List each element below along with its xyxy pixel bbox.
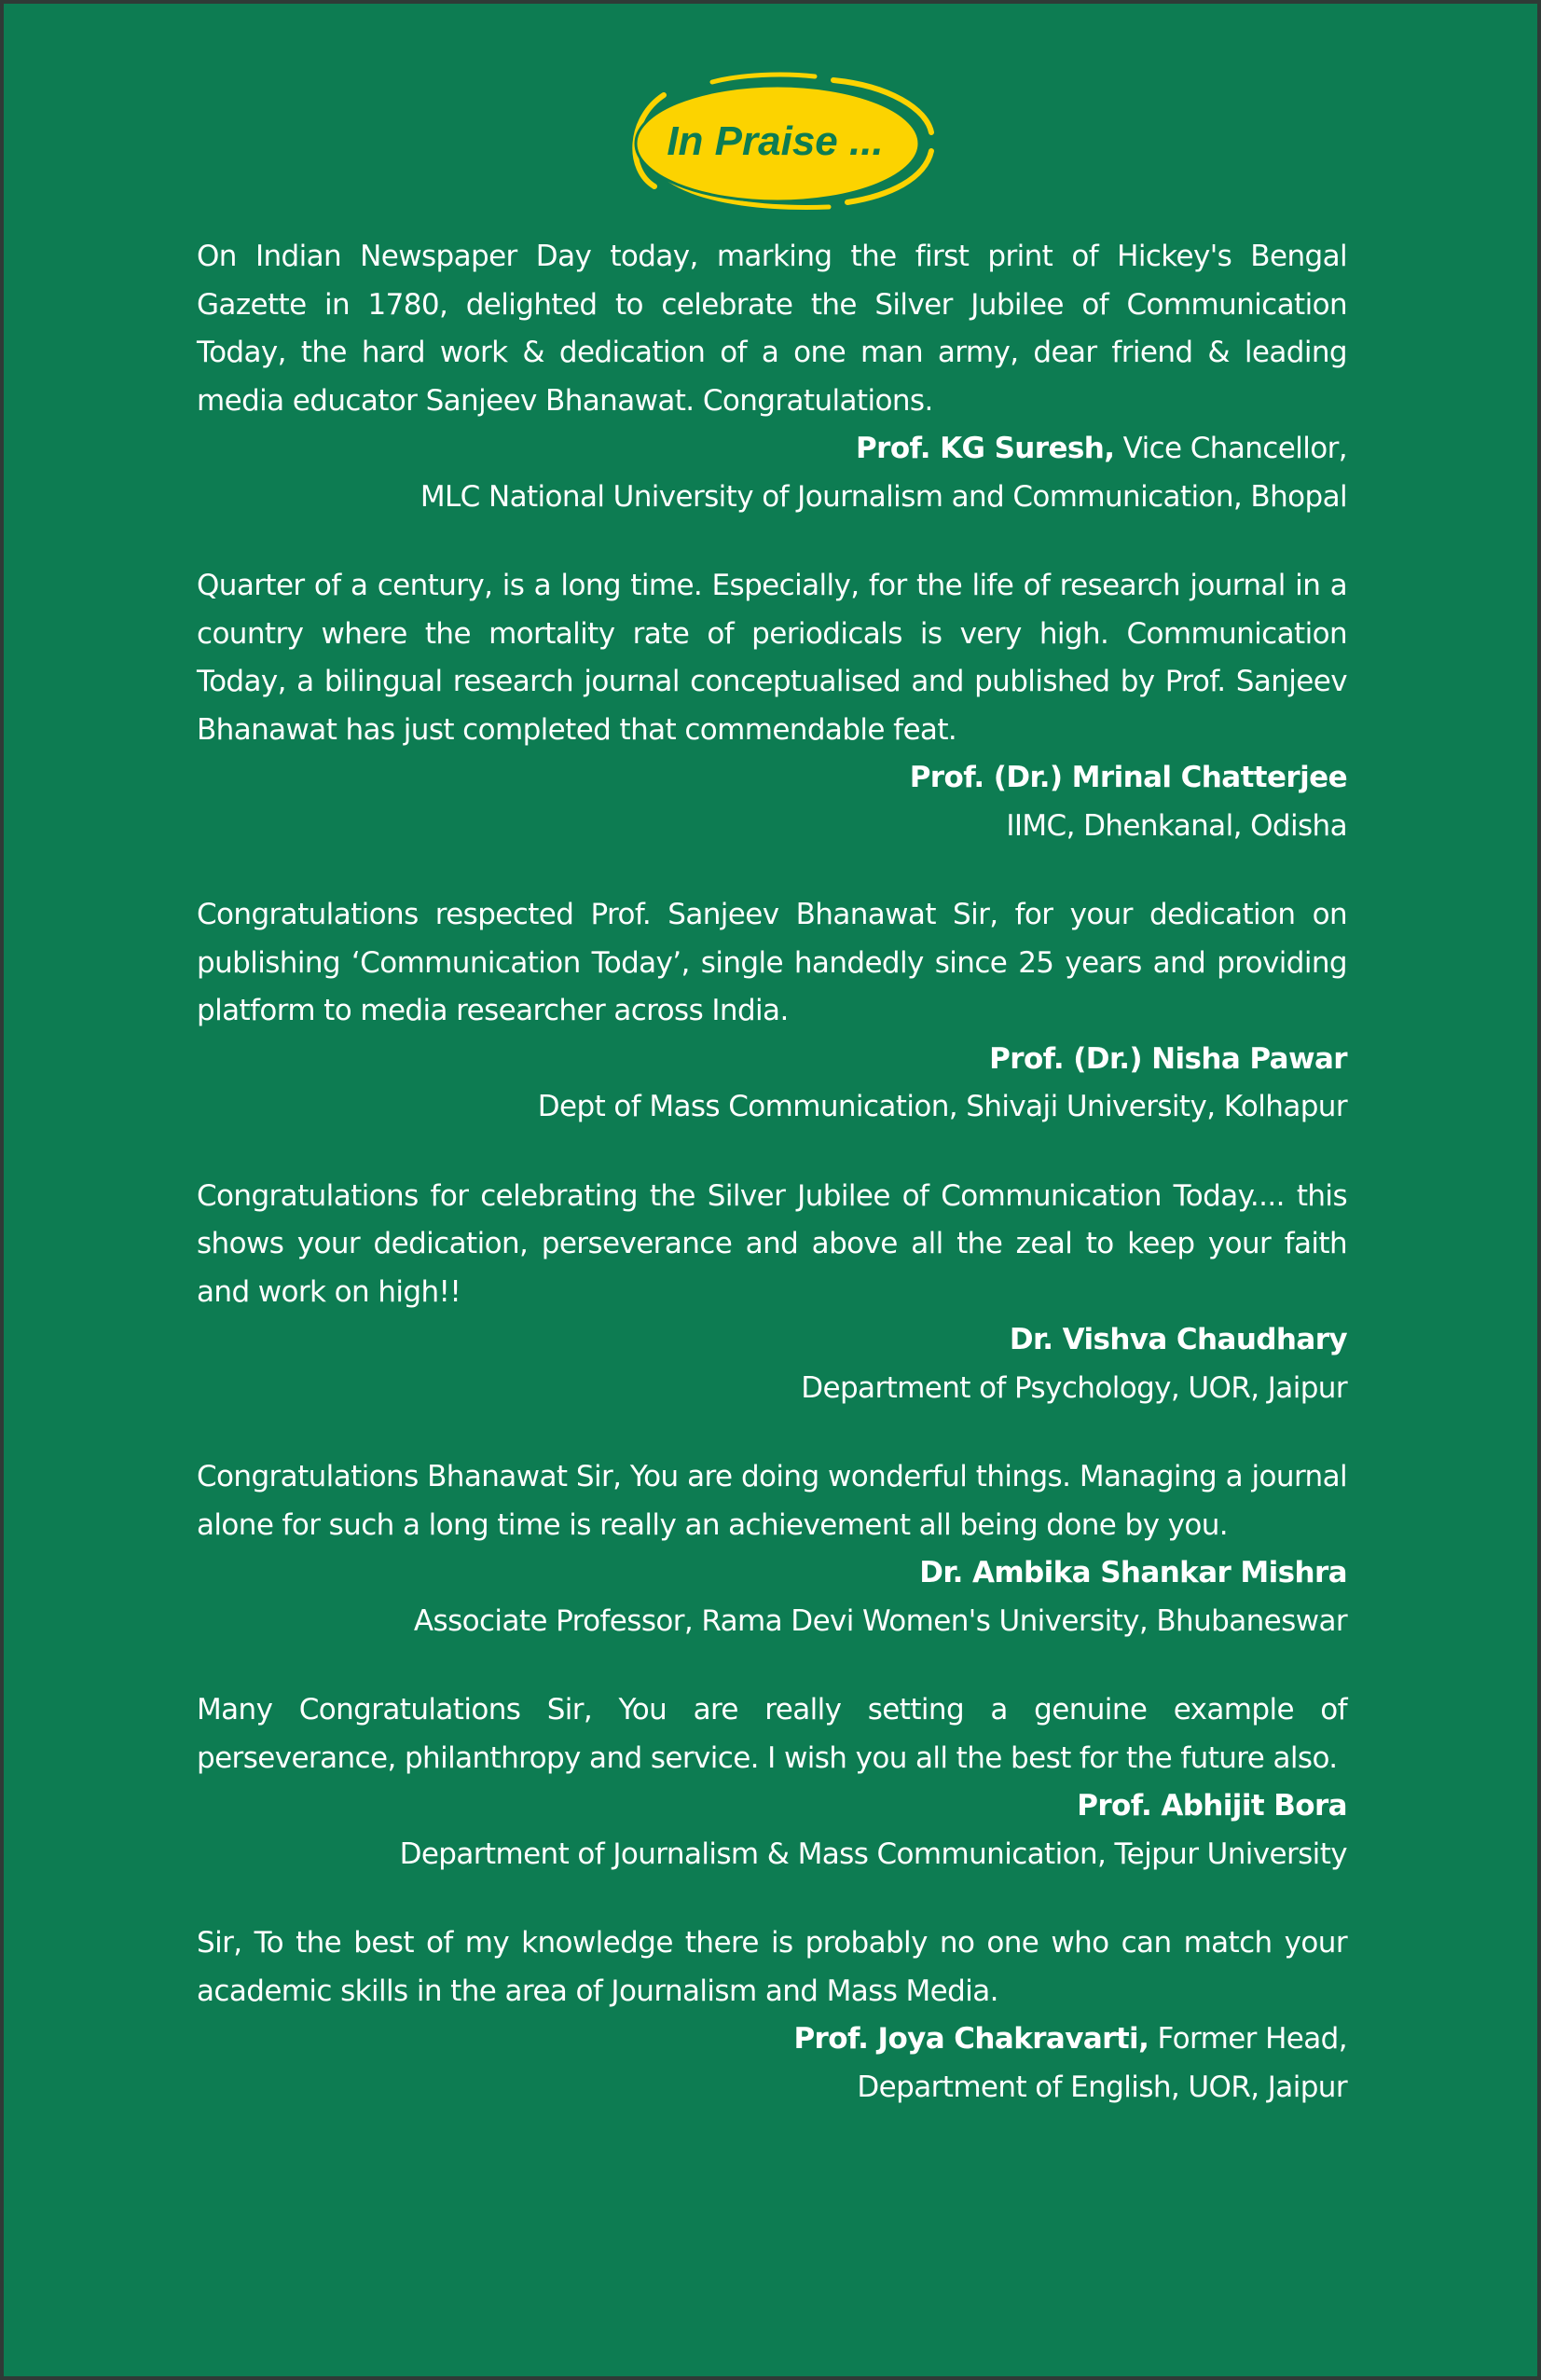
testimonials-list — [197, 233, 1347, 2153]
author-affiliation: Department of Psychology, UOR, Jaipur — [801, 1370, 1347, 1405]
testimonial — [197, 891, 1347, 1132]
author-name: Dr. Vishva Chaudhary — [1009, 1323, 1347, 1356]
author-name: Dr. Ambika Shankar Mishra — [919, 1556, 1347, 1589]
testimonial-quote: Congratulations for celebrating the Silver Jubilee of Communication Today.... this shows your dedication, perseverance and above all the zeal to keep your faith and work on high!! — [197, 1178, 1347, 1309]
author-title: Former Head, — [1149, 2022, 1347, 2056]
testimonial-quote: Congratulations respected Prof. Sanjeev Bhanawat Sir, for your dedication on publishing ‘Communication Today’, single handedly since 25 years and providing platform to media researcher across India. — [197, 898, 1347, 1027]
author-affiliation: MLC National University of Journalism and Communication, Bhopal — [420, 479, 1347, 514]
testimonial-signature — [197, 1036, 1347, 1084]
testimonial — [197, 1453, 1347, 1645]
testimonial-signature — [197, 1782, 1347, 1831]
testimonial — [197, 233, 1347, 521]
author-affiliation: Dept of Mass Communication, Shivaji University, Kolhapur — [537, 1090, 1347, 1123]
praise-page — [4, 4, 1537, 2376]
author-name: Prof. (Dr.) Mrinal Chatterjee — [909, 761, 1347, 794]
testimonial — [197, 562, 1347, 850]
testimonial-signature — [197, 425, 1347, 474]
author-affiliation: IIMC, Dhenkanal, Odisha — [1006, 808, 1347, 843]
author-title: Vice Chancellor, — [1114, 432, 1347, 465]
author-affiliation: Department of English, UOR, Jaipur — [857, 2070, 1347, 2104]
testimonial-signature — [197, 754, 1347, 803]
title-badge — [610, 67, 941, 212]
testimonial — [197, 1686, 1347, 1878]
author-name: Prof. (Dr.) Nisha Pawar — [989, 1041, 1347, 1076]
testimonial-quote: Congratulations Bhanawat Sir, You are doing wonderful things. Managing a journal alone for such a long time is really an achievement all being done by you. — [197, 1460, 1347, 1542]
author-affiliation: Associate Professor, Rama Devi Women's University, Bhubaneswar — [413, 1603, 1347, 1638]
page-title: In Praise ... — [667, 117, 884, 164]
testimonial-quote: Quarter of a century, is a long time. Especially, for the life of research journal in a country where the mortality rate of periodicals is very high. Communication Today, a bilingual research journal conceptualised and published by Prof. Sanjeev Bhanawat has just completed that commendable feat. — [197, 569, 1347, 747]
author-name: Prof. Abhijit Bora — [1077, 1789, 1347, 1823]
testimonial-signature — [197, 2015, 1347, 2064]
author-name: Prof. Joya Chakravarti, — [793, 2022, 1149, 2056]
testimonial-signature — [197, 1316, 1347, 1365]
testimonial-quote: On Indian Newspaper Day today, marking the first print of Hickey's Bengal Gazette in 1780, delighted to celebrate the Silver Jubilee of Communication Today, the hard work & dedication of a one man army, dear friend & leading media educator Sanjeev Bhanawat. Congratulations. — [197, 240, 1347, 418]
author-affiliation: Department of Journalism & Mass Communication, Tejpur University — [399, 1837, 1347, 1871]
testimonial-quote: Sir, To the best of my knowledge there is probably no one who can match your academic skills in the area of Journalism and Mass Media. — [197, 1926, 1347, 2008]
testimonial — [197, 1173, 1347, 1413]
author-name: Prof. KG Suresh, — [856, 432, 1115, 465]
testimonial-quote: Many Congratulations Sir, You are really setting a genuine example of perseverance, philanthropy and service. I wish you all the best for the future also. — [197, 1693, 1347, 1775]
testimonial-signature — [197, 1549, 1347, 1598]
testimonial — [197, 1919, 1347, 2112]
